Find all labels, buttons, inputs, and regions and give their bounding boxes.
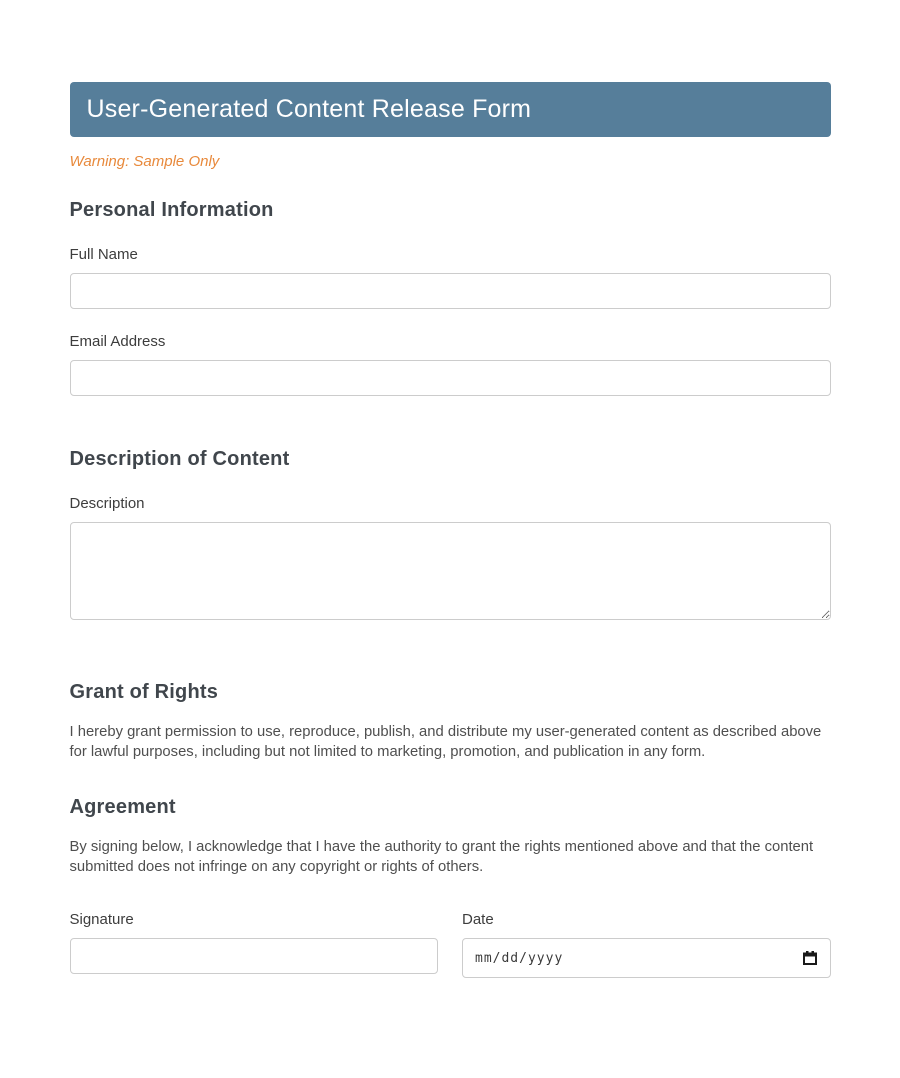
date-placeholder-text[interactable]: mm/dd/yyyy <box>475 950 564 966</box>
date-label: Date <box>462 911 494 928</box>
email-label: Email Address <box>69 333 166 350</box>
section-heading-grant-of-rights: Grant of Rights <box>69 681 219 703</box>
sample-warning-text: Warning: Sample Only <box>69 153 220 170</box>
form-title: User-Generated Content Release Form <box>86 95 532 123</box>
email-input[interactable] <box>70 360 831 396</box>
full-name-label: Full Name <box>69 246 138 263</box>
email-field-group <box>70 333 831 396</box>
grant-of-rights-text: I hereby grant permission to use, reproduce, publish, and distribute my user-generated content as described above for lawful purposes, including but not limited to marketing, promotion, and publication in any form. <box>69 724 822 760</box>
section-heading-agreement: Agreement <box>69 796 176 818</box>
signature-column <box>70 911 439 978</box>
full-name-field-group <box>70 246 831 309</box>
calendar-icon[interactable] <box>802 950 818 966</box>
date-column <box>462 911 831 978</box>
form-page <box>70 0 831 1078</box>
signature-date-row <box>70 911 831 978</box>
full-name-input[interactable] <box>70 273 831 309</box>
section-heading-personal-information: Personal Information <box>69 199 274 221</box>
signature-input[interactable] <box>70 938 439 974</box>
agreement-text: By signing below, I acknowledge that I have the authority to grant the rights mentioned above and that the content submitted does not infringe on any copyright or rights of others. <box>69 839 814 875</box>
form-title-bar <box>70 82 831 137</box>
description-field-group <box>70 495 831 625</box>
section-heading-description-of-content: Description of Content <box>69 448 290 470</box>
description-label: Description <box>69 495 145 512</box>
date-input[interactable] <box>462 938 831 978</box>
signature-label: Signature <box>69 911 134 928</box>
description-textarea[interactable] <box>70 522 831 620</box>
